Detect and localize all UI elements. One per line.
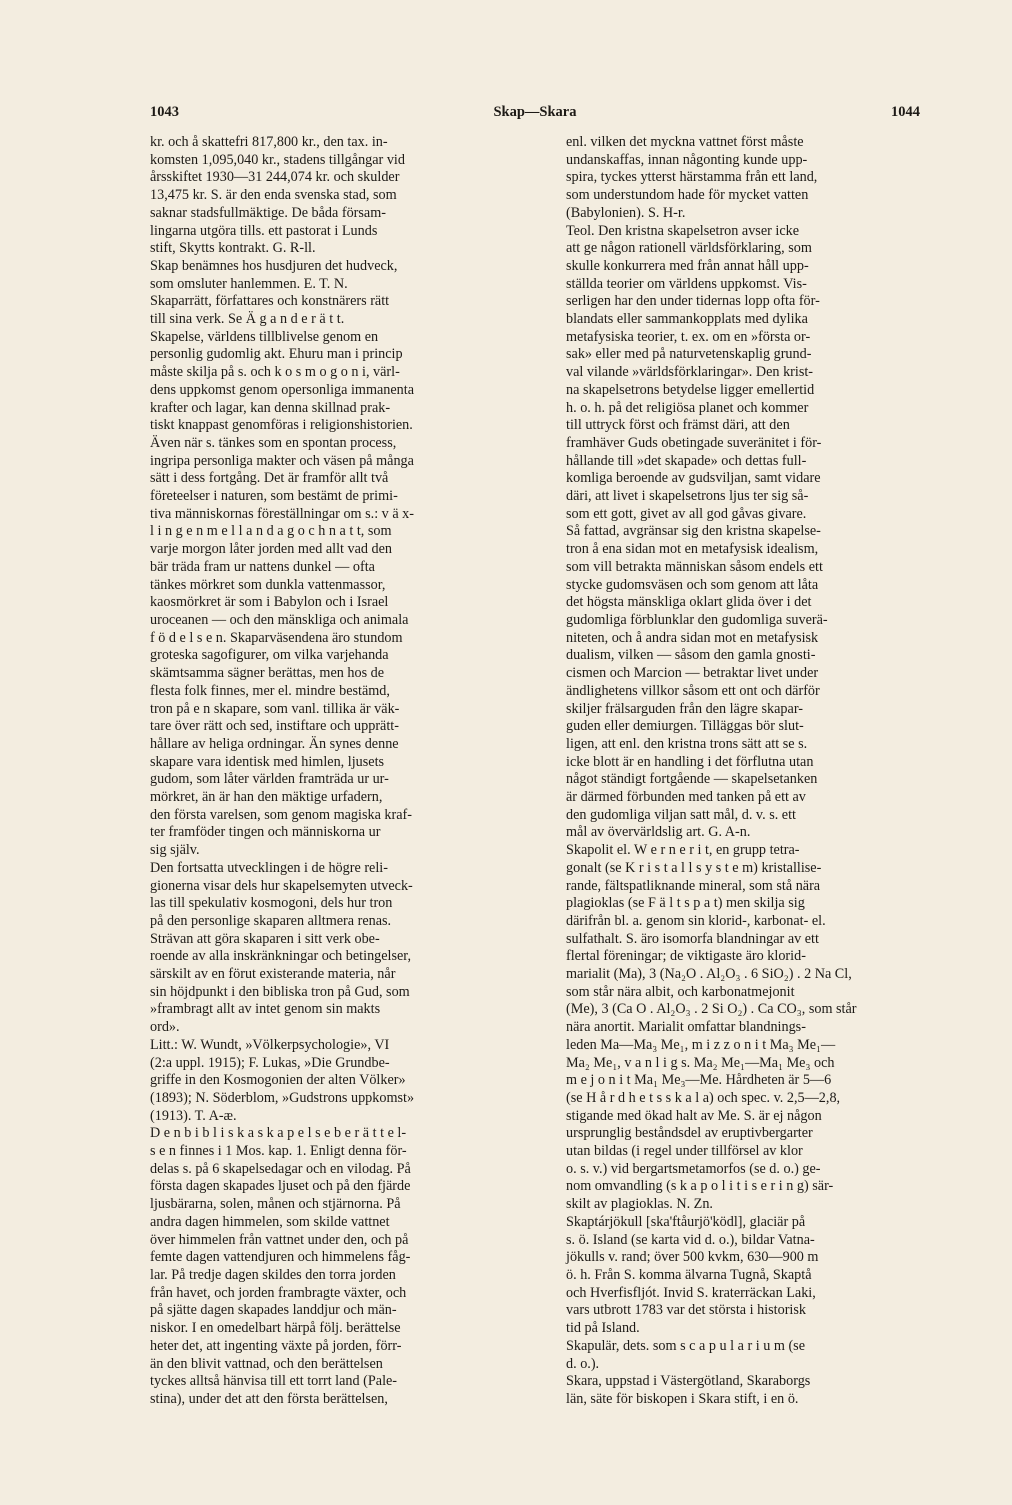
text-line: gonalt (se K r i s t a l l s y s t e m) kristallise- <box>566 859 822 876</box>
text-line: gionerna visar dels hur skapelsemyten utveck- <box>150 877 413 894</box>
text-line: tyckes alltså hänvisa till ett torrt land (Pale- <box>150 1373 398 1390</box>
text-line: bär träda fram ur nattens dunkel — ofta <box>150 558 375 575</box>
text-line: roende av alla inskränkningar och betingelser, <box>150 948 412 965</box>
text-line: mörkret, än är han den mäktige urfadern, <box>150 789 383 806</box>
text-line: till sina verk. Se Ä g a n d e r ä t t. <box>150 311 345 328</box>
text-line: tiskt knappast genomföras i religionshistorien. <box>150 417 413 434</box>
text-line: rande, fältspatliknande mineral, som stå nära <box>566 877 821 894</box>
text-line: l i n g e n m e l l a n d a g o c h n a t t, som <box>150 523 392 540</box>
text-line: gudom, som låter världen framträda ur ur- <box>150 771 389 788</box>
text-line: plagioklas (se F ä l t s p a t) men skilja sig <box>566 895 805 912</box>
text-line: stigande med ökad halt av Me. S. är ej någon <box>566 1107 822 1124</box>
text-line: serligen har den under tidernas lopp ofta för- <box>566 293 820 310</box>
text-line: (2:a uppl. 1915); F. Lukas, »Die Grundbe- <box>150 1054 390 1071</box>
text-line: Teol. Den kristna skapelsetron avser icke <box>566 222 800 239</box>
text-line: na skapelsetrons betydelse ligger emellertid <box>566 381 815 398</box>
text-line: s e n finnes i 1 Mos. kap. 1. Enligt denna för- <box>150 1143 407 1160</box>
text-line: vars utbrott 1783 var det största i historisk <box>566 1302 806 1319</box>
text-line: att ge någon rationell världsförklaring, som <box>566 240 812 257</box>
text-line: skiljer frälsarguden från den lägre skapar- <box>566 700 803 717</box>
text-line: det högsta mänskliga oklart glida över i det <box>566 594 812 611</box>
text-line: lar. På tredje dagen skildes den torra jorden <box>150 1267 396 1283</box>
text-line: skapare vara identisk med himlen, ljusets <box>150 753 385 770</box>
text-line: däri, att livet i skapelsetrons ljus ter sig så- <box>566 488 809 505</box>
text-line: den första varelsen, som genom magiska kraf- <box>150 806 412 823</box>
text-line: andra dagen himmelen, som skilde vattnet <box>150 1213 390 1230</box>
text-line: las till spekulativ kosmogoni, dels hur tron <box>150 895 393 912</box>
text-line: ingripa personliga makter och väsen på många <box>150 452 414 469</box>
text-line: D e n b i b l i s k a s k a p e l s e b e r ä t t e l- <box>150 1125 407 1142</box>
page-number-left: 1043 <box>150 104 179 120</box>
text-line: som omsluter hanlemmen. E. T. N. <box>150 275 348 292</box>
text-line: sulfathalt. S. äro isomorfa blandningar av ett <box>566 930 819 947</box>
text-line: tiva människornas föreställningar om s.: v ä x- <box>150 505 414 522</box>
text-line: dens uppkomst genom opersonliga immanenta <box>150 381 414 398</box>
text-line: tare över rätt och sed, instiftare och upprätt- <box>150 718 399 735</box>
text-line: flesta folk finnes, mer el. mindre bestämd, <box>150 682 390 699</box>
text-line: leden Ma—Ma₃ Me₁, m i z z o n i t Ma₃ Me₁— <box>566 1036 836 1053</box>
text-line: utan bildas (i regel under tillförsel av klor <box>566 1143 803 1160</box>
text-line: Så fattad, avgränsar sig den kristna skapelse- <box>566 523 821 540</box>
text-line: gudomliga förblunklar den gudomliga suverä- <box>566 611 828 628</box>
text-line: sak» eller med på naturvetenskaplig grund- <box>566 346 812 363</box>
text-line: stift, Skytts kontrakt. G. R-ll. <box>150 240 316 257</box>
text-line: komliga beroende av gudsviljan, samt vidare <box>566 470 821 487</box>
text-line: och Hverfisfljót. Invid S. kraterräckan Laki, <box>566 1284 816 1301</box>
text-line: groteska sagofigurer, om vilka varjehanda <box>150 647 389 664</box>
text-line: framhäver Guds obetingade suveränitet i för- <box>566 434 822 451</box>
text-line: flertal föreningar; de viktigaste äro klorid- <box>566 948 806 965</box>
text-line: (Me), 3 (Ca O . Al₂O₃ . 2 Si O₂) . Ca CO₃, som står <box>566 1001 857 1018</box>
text-line: ursprunglig beståndsdel av eruptivbergarter <box>566 1125 813 1142</box>
text-line: nära anortit. Marialit omfattar blandnings- <box>566 1019 806 1036</box>
text-line: Litt.: W. Wundt, »Völkerpsychologie», VI <box>150 1036 390 1053</box>
text-line: delas s. på 6 skapelsedagar och en vilodag. På <box>150 1160 411 1177</box>
text-line: som står nära albit, och karbonatmejonit <box>566 983 795 1000</box>
text-line: (Babylonien). S. H-r. <box>566 204 686 221</box>
running-title: Skap—Skara <box>493 104 577 120</box>
text-line: Ma₂ Me₁, v a n l i g s. Ma₂ Me₁—Ma₁ Me₃ och <box>566 1054 835 1071</box>
text-line: Skap benämnes hos husdjuren det hudveck, <box>150 257 398 274</box>
text-line: stina), under det att den första berättelsen, <box>150 1390 388 1407</box>
text-line: 13,475 kr. S. är den enda svenska stad, som <box>150 187 397 204</box>
text-line: ändlighetens villkor såsom ett ont och därför <box>566 682 820 699</box>
text-line: ställda teorier om världens uppkomst. Vis- <box>566 275 807 292</box>
text-line: hållande till »det skapade» och dettas full- <box>566 452 807 469</box>
text-line: kaosmörkret är som i Babylon och i Israel <box>150 594 389 611</box>
text-line: på den personlige skaparen alltmera renas. <box>150 912 392 929</box>
text-line: femte dagen vattendjuren och himmelens fåg- <box>150 1249 411 1266</box>
text-line: dualism, vilken — såsom den gamla gnosti- <box>566 647 816 664</box>
text-line: d. o.). <box>566 1355 600 1372</box>
text-line: icke blott är en handling i det förflutna utan <box>566 753 814 770</box>
text-line: som understundom hade för mycket vatten <box>566 187 809 204</box>
text-line: spira, tyckes ytterst härstamma från ett land, <box>566 169 818 186</box>
text-line: (1913). T. A-æ. <box>150 1107 237 1124</box>
text-line: skulle konkurrera med från annat håll upp- <box>566 257 809 274</box>
text-line: krafter och lagar, kan denna skillnad prak- <box>150 399 391 416</box>
text-line: f ö d e l s e n. Skaparväsendena äro stundom <box>150 629 403 646</box>
text-line: cismen och Marcion — betraktar livet under <box>566 665 819 682</box>
text-line: län, säte för biskopen i Skara stift, i en ö. <box>566 1390 799 1407</box>
text-line: heter det, att ingenting växte på jorden, förr- <box>150 1337 402 1354</box>
text-line: ter framföder tingen och människorna ur <box>150 824 381 841</box>
text-line: nom omvandling (s k a p o l i t i s e r i n g) sär- <box>566 1178 834 1195</box>
text-line: särskilt av en förut existerande materia, når <box>150 966 396 983</box>
text-line: metafysiska teorier, t. ex. om en »första or- <box>566 328 811 345</box>
text-line: (1893); N. Söderblom, »Gudstrons uppkomst» <box>150 1089 415 1106</box>
text-line: Skapolit el. W e r n e r i t, en grupp tetra- <box>566 842 800 859</box>
text-line: jökulls v. rand; över 500 kvkm, 630—900 m <box>566 1249 819 1266</box>
text-line: tid på Island. <box>566 1320 640 1337</box>
text-line: personlig gudomlig akt. Ehuru man i princip <box>150 346 403 363</box>
text-line: kr. och å skattefri 817,800 kr., den tax. in- <box>150 134 388 150</box>
text-line: (se H å r d h e t s s k a l a) och spec. v. 2,5—2,8, <box>566 1089 841 1106</box>
text-line: företeelser i naturen, som bestämt de primi- <box>150 488 398 505</box>
text-line: s. ö. Island (se karta vid d. o.), bildar Vatna- <box>566 1231 815 1248</box>
text-line: Även när s. tänkes som en spontan process, <box>150 434 397 451</box>
text-line: ljusbärarna, solen, månen och stjärnorna. På <box>150 1196 401 1213</box>
text-line: Skapulär, dets. som s c a p u l a r i u m (se <box>566 1337 805 1354</box>
text-line: sig själv. <box>150 842 200 859</box>
text-line: stycke gudomsväsen och som genom att låta <box>566 576 819 593</box>
text-line: sin höjdpunkt i den bibliska tron på Gud, som <box>150 983 410 1000</box>
text-line: niteten, och å andra sidan mot en metafysisk <box>566 629 819 646</box>
text-line: ö. h. Från S. komma älvarna Tugnå, Skaptå <box>566 1267 812 1283</box>
text-line: marialit (Ma), 3 (Na₂O . Al₂O₃ . 6 SiO₂) . 2 Na Cl, <box>566 966 852 983</box>
text-line: Den fortsatta utvecklingen i de högre reli- <box>150 859 388 876</box>
right-text-column <box>566 134 936 1409</box>
text-line: på sjätte dagen skapades landdjur och män- <box>150 1302 397 1319</box>
text-line: är därmed förbunden med tanken på ett av <box>566 789 806 806</box>
text-line: över himmelen från vattnet under den, och på <box>150 1231 409 1248</box>
text-line: till uttryck först och främst däri, att den <box>566 417 790 434</box>
text-line: skämtsamma sägner berättas, men hos de <box>150 665 385 682</box>
text-line: m e j o n i t Ma₁ Me₃—Me. Hårdheten är 5—6 <box>566 1072 832 1089</box>
text-line: måste skilja på s. och k o s m o g o n i, värl- <box>150 364 400 381</box>
text-line: som vill betrakta människan såsom endels ett <box>566 558 823 575</box>
text-line: ligen, att enl. den kristna trons sätt att se s. <box>566 735 808 752</box>
text-line: än den blivit vattnad, och den berättelsen <box>150 1355 383 1372</box>
text-line: den gudomliga viljan satt mål, d. v. s. ett <box>566 806 796 823</box>
text-line: blandats eller sammankopplats med dylika <box>566 311 808 328</box>
text-line: saknar stadsfullmäktige. De båda försam- <box>150 204 386 221</box>
text-line: som ett gott, givet av all god gåvas givare. <box>566 505 807 522</box>
text-line: årsskiftet 1930—31 244,074 kr. och skulder <box>150 169 400 186</box>
text-line: Strävan att göra skaparen i sitt verk obe- <box>150 930 380 947</box>
text-line: tron å ena sidan mot en metafysisk idealism, <box>566 541 819 558</box>
text-line: val vilande »världsförklaringar». Den krist- <box>566 364 814 381</box>
text-line: uroceanen — och den mänskliga och animala <box>150 611 409 628</box>
text-line: Skaptárjökull [ska'ftåurjö'ködl], glaciär på <box>566 1213 806 1230</box>
text-line: guden eller demiurgen. Tilläggas bör slut- <box>566 718 804 735</box>
text-line: Skapelse, världens tillblivelse genom en <box>150 328 379 345</box>
text-line: griffe in den Kosmogonien der alten Völker» <box>150 1072 406 1089</box>
text-line: tron på e n skapare, som vanl. tillika är väk- <box>150 700 400 717</box>
text-line: mål av övervärldslig art. G. A-n. <box>566 824 751 841</box>
text-line: tänkes mörkret som dunkla vattenmassor, <box>150 576 386 593</box>
running-header <box>150 104 920 124</box>
text-line: lingarna utgöra tills. ett pastorat i Lunds <box>150 222 378 239</box>
text-line: komsten 1,095,040 kr., stadens tillgångar vid <box>150 151 405 168</box>
text-line: från havet, och jorden frambragte växter, och <box>150 1284 407 1301</box>
text-line: undanskaffas, innan någonting kunde upp- <box>566 151 808 168</box>
text-line: o. s. v.) vid bergartsmetamorfos (se d. o.) ge- <box>566 1160 821 1177</box>
text-line: Skaparrätt, författares och konstnärers rätt <box>150 293 390 310</box>
text-line: därifrån bl. a. genom sin klorid-, karbonat- el. <box>566 912 826 929</box>
text-line: h. o. h. på det religiösa planet och kommer <box>566 399 809 416</box>
text-line: Skara, uppstad i Västergötland, Skaraborgs <box>566 1373 811 1390</box>
left-text-column <box>150 134 524 1409</box>
text-line: skilt av plagioklas. N. Zn. <box>566 1196 713 1213</box>
page-number-right: 1044 <box>891 104 920 120</box>
text-line: ord». <box>150 1019 180 1036</box>
text-line: något ständigt fortgående — skapelsetanken <box>566 771 818 788</box>
text-line: hållare av heliga ordningar. Än synes denne <box>150 735 399 752</box>
text-line: »frambragt allt av intet genom sin makts <box>150 1001 381 1018</box>
text-line: niskor. I en omedelbart härpå följ. berättelse <box>150 1320 401 1337</box>
text-line: enl. vilken det myckna vattnet först måste <box>566 134 804 150</box>
text-line: första dagen skapades ljuset och på den fjärde <box>150 1178 411 1195</box>
text-line: varje morgon låter jorden med allt vad den <box>150 541 393 558</box>
text-line: sätt i dess fortgång. Det är framför allt två <box>150 470 389 487</box>
